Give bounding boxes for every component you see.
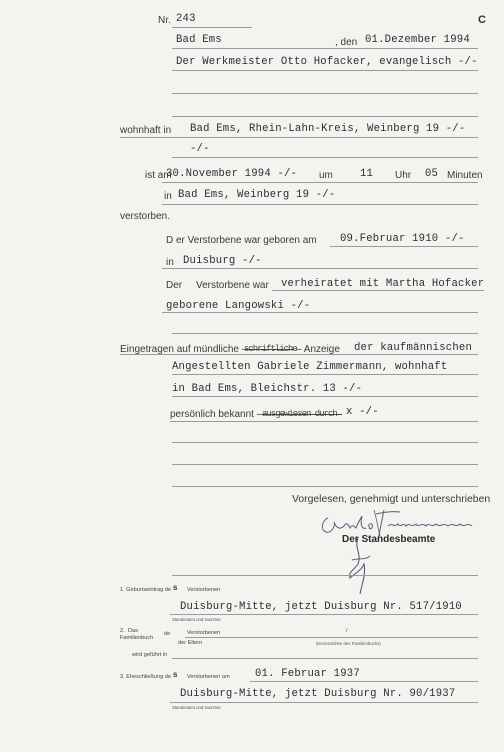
anzeige-label: – Anzeige xyxy=(296,344,340,355)
rule-residence-2 xyxy=(172,157,478,158)
fn1-label: 1. Geburtseintrag de xyxy=(120,587,171,593)
marriage-label-suffix: Verstorbene war xyxy=(196,280,269,291)
fn3-sub: Standesamt und Nummer xyxy=(172,705,221,710)
rule-fn2 xyxy=(185,637,478,638)
marriage-value: verheiratet mit Martha Hofacker xyxy=(281,278,485,290)
verstorben-label: verstorben. xyxy=(120,211,171,222)
fn1-sub: Standesamt und Nummer xyxy=(172,617,221,622)
rule-death-date xyxy=(162,182,478,183)
known-label: persönlich bekannt – xyxy=(170,409,263,420)
rule-residence xyxy=(120,137,478,138)
rule-registration-3 xyxy=(172,396,478,397)
fn2-das: Das xyxy=(128,628,138,634)
known-value: x -/- xyxy=(346,406,379,418)
fn3-date: 01. Februar 1937 xyxy=(255,668,360,680)
registration-value-3: in Bad Ems, Bleichstr. 13 -/- xyxy=(172,383,363,395)
rule-date xyxy=(172,48,478,49)
nr-label: Nr. xyxy=(158,15,171,26)
death-minutes: 05 xyxy=(425,168,439,180)
official-signature-image xyxy=(340,534,380,596)
fn1-label2: Verstorbenen xyxy=(187,587,221,593)
rule-deceased xyxy=(172,70,478,71)
rule-death-place xyxy=(162,204,478,205)
fn2-familienbuch: Familienbuch xyxy=(120,635,154,641)
place-value: Bad Ems xyxy=(176,34,222,46)
struck-ausgewiesen: ausgewiesen durch xyxy=(262,409,337,419)
birth-in-label: in xyxy=(166,257,174,268)
strike-line-1 xyxy=(244,349,294,350)
death-hour: 11 xyxy=(360,168,374,180)
rule-fn1 xyxy=(170,614,478,615)
rule-blank-6 xyxy=(172,486,478,487)
rule-fn2-b xyxy=(172,658,478,659)
rule-fn3 xyxy=(170,702,478,703)
rule-birth-place xyxy=(162,268,478,269)
rule-marriage-2 xyxy=(162,312,478,313)
birth-place: Duisburg -/- xyxy=(183,255,262,267)
marriage-value-2: geborene Langowski -/- xyxy=(166,300,311,312)
rule-blank-2 xyxy=(172,116,478,117)
fn1-value: Duisburg-Mitte, jetzt Duisburg Nr. 517/1910 xyxy=(180,601,462,613)
marriage-label-prefix: Der xyxy=(166,280,183,291)
fn2-wird: wird geführt in xyxy=(132,652,168,658)
date-value: 01.Dezember 1994 xyxy=(365,34,470,46)
registration-value-2: Angestellten Gabriele Zimmermann, wohnhaft xyxy=(172,361,448,373)
rule-registration-2 xyxy=(172,374,478,375)
rule-signature xyxy=(172,575,478,576)
residence-value: Bad Ems, Rhein-Lahn-Kreis, Weinberg 19 -/- xyxy=(190,123,466,135)
struck-schriftliche: schriftliche xyxy=(244,344,297,354)
fn3-value: Duisburg-Mitte, jetzt Duisburg Nr. 90/1937 xyxy=(180,688,456,700)
death-date-value: 30.November 1994 -/- xyxy=(166,168,298,180)
rule-marriage xyxy=(272,290,484,291)
fn2-der-eltern: der Eltern xyxy=(178,640,203,646)
fn2-kennzeichen: (Kennzeichen des Familienbuchs) xyxy=(316,641,381,646)
birth-label: D er Verstorbene war geboren am xyxy=(166,235,317,246)
death-date-label: ist am xyxy=(145,170,172,181)
minuten-label: Minuten xyxy=(447,170,483,181)
nr-rule xyxy=(172,27,252,28)
den-label: , den xyxy=(335,37,358,48)
fn2-num: 2. xyxy=(120,628,125,634)
birth-date: 09.Februar 1910 -/- xyxy=(340,233,465,245)
fn2-slash: / xyxy=(346,628,348,634)
death-place: Bad Ems, Weinberg 19 -/- xyxy=(178,189,336,201)
rule-blank-3 xyxy=(172,333,478,334)
rule-blank-5 xyxy=(172,464,478,465)
registration-label: Eingetragen auf mündliche – xyxy=(120,344,248,355)
fn2-verstorbenen: Verstorbenen xyxy=(187,630,221,636)
fn2-de: de xyxy=(164,631,171,637)
fn3-label: 3. Eheschließung de xyxy=(120,674,171,680)
rule-known xyxy=(170,421,478,422)
rule-fn3-date xyxy=(250,681,478,682)
deceased-value: Der Werkmeister Otto Hofacker, evangelisch -/- xyxy=(176,56,478,68)
registration-value: der kaufmännischen xyxy=(354,342,473,354)
nr-value: 243 xyxy=(176,13,196,25)
rule-registration xyxy=(120,354,478,355)
rule-birth-date xyxy=(330,246,478,247)
fn1-s: s xyxy=(173,583,178,592)
fn3-s: s xyxy=(173,670,178,679)
fn3-label2: Verstorbenen am xyxy=(187,674,230,680)
residence-value-2: -/- xyxy=(190,143,210,155)
strike-line-2 xyxy=(262,414,342,415)
closing-text: Vorgelesen, genehmigt und unterschrieben xyxy=(292,494,491,505)
rule-blank-4 xyxy=(172,442,478,443)
residence-label: wohnhaft in xyxy=(120,125,172,136)
corner-letter: C xyxy=(478,14,486,26)
uhr-label: Uhr xyxy=(395,170,412,181)
death-in-label: in xyxy=(164,191,172,202)
official-title: Der Standesbeamte xyxy=(342,534,436,545)
um-label: um xyxy=(319,170,333,181)
rule-blank-1 xyxy=(172,93,478,94)
